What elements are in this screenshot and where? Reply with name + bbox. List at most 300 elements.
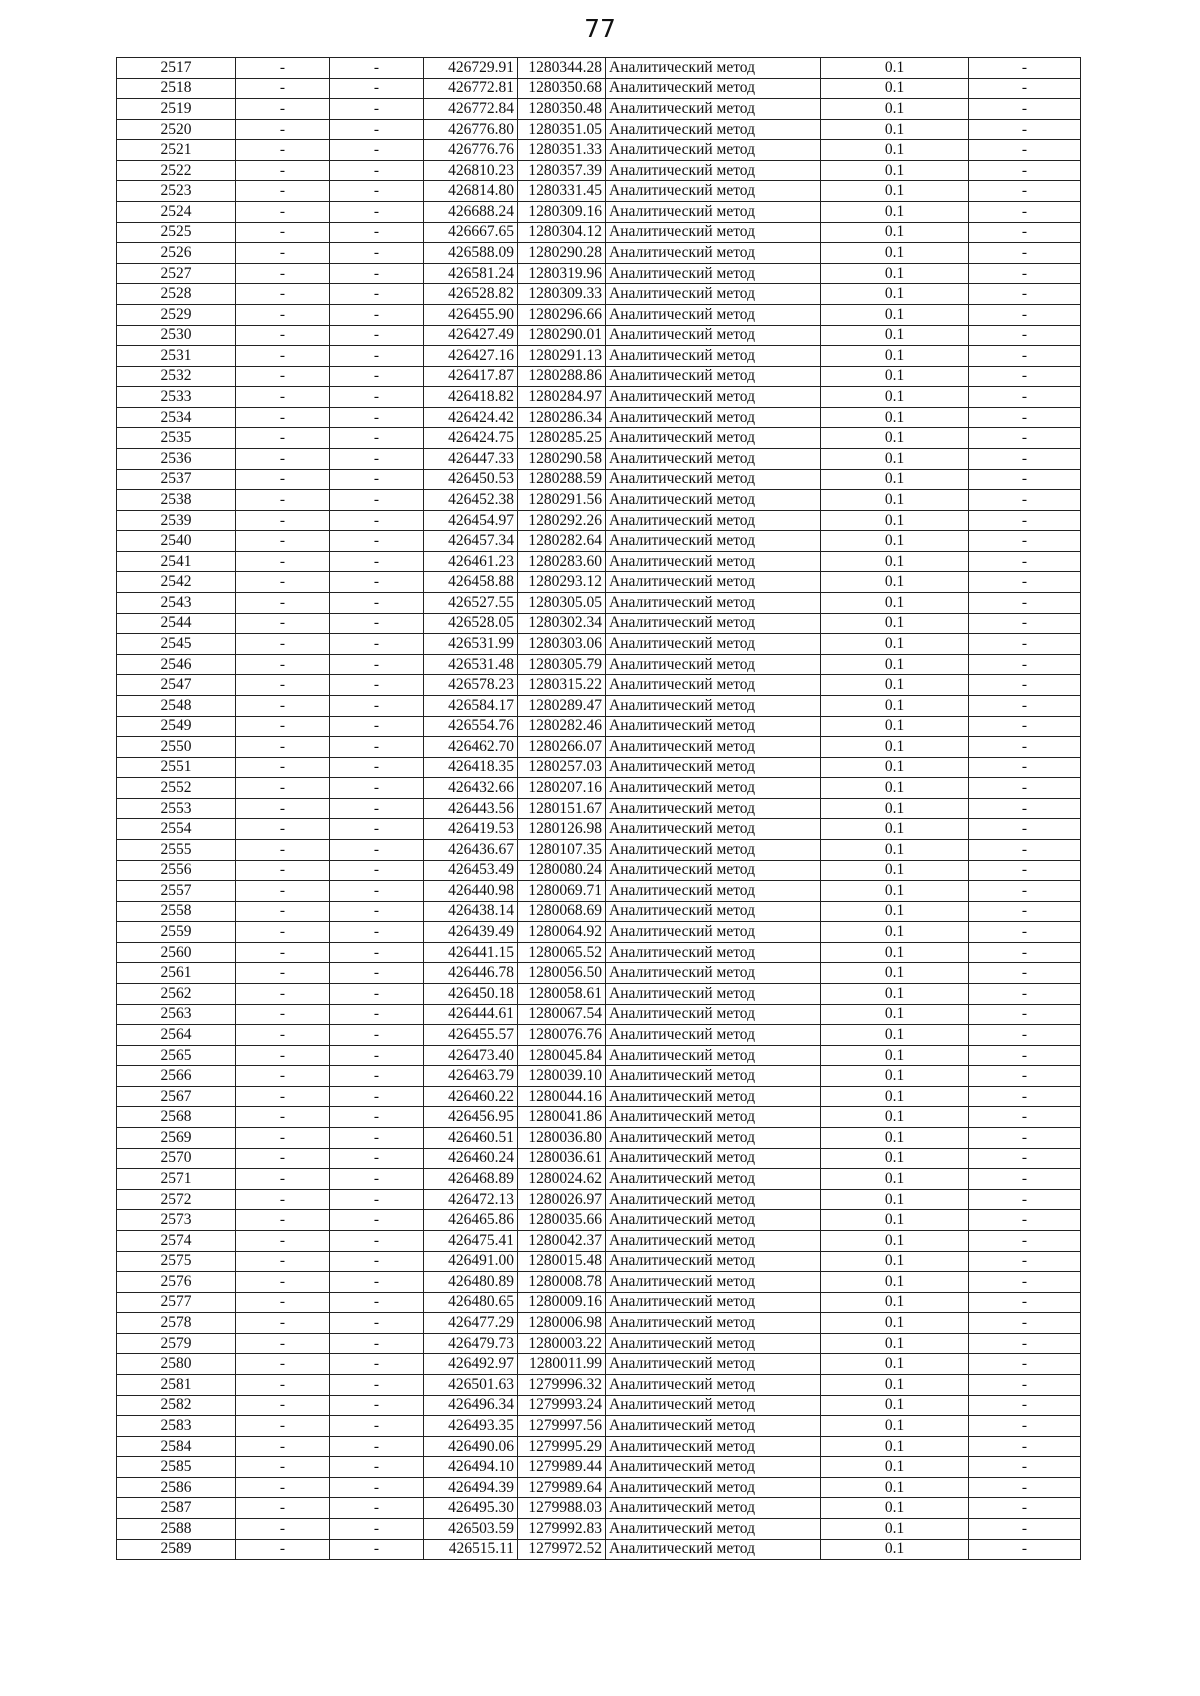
- y-coordinate-cell: 1280302.34: [518, 613, 606, 634]
- table-row: [117, 922, 1081, 943]
- empty-cell: -: [330, 1333, 424, 1354]
- accuracy-cell: 0.1: [821, 1395, 969, 1416]
- y-coordinate-cell: 1280011.99: [518, 1354, 606, 1375]
- x-coordinate-cell: 426472.13: [424, 1189, 518, 1210]
- method-cell: Аналитический метод: [606, 243, 821, 264]
- accuracy-cell: 0.1: [821, 757, 969, 778]
- accuracy-cell: 0.1: [821, 1539, 969, 1560]
- point-number-cell: 2564: [117, 1025, 236, 1046]
- empty-cell: -: [236, 737, 330, 758]
- accuracy-cell: 0.1: [821, 1230, 969, 1251]
- empty-cell: -: [969, 1272, 1081, 1293]
- empty-cell: -: [330, 737, 424, 758]
- empty-cell: -: [330, 1313, 424, 1334]
- x-coordinate-cell: 426776.76: [424, 140, 518, 161]
- empty-cell: -: [330, 99, 424, 120]
- empty-cell: -: [236, 346, 330, 367]
- accuracy-cell: 0.1: [821, 1354, 969, 1375]
- empty-cell: -: [236, 1436, 330, 1457]
- empty-cell: -: [330, 654, 424, 675]
- y-coordinate-cell: 1280282.46: [518, 716, 606, 737]
- empty-cell: -: [969, 942, 1081, 963]
- method-cell: Аналитический метод: [606, 469, 821, 490]
- empty-cell: -: [330, 1375, 424, 1396]
- accuracy-cell: 0.1: [821, 1148, 969, 1169]
- empty-cell: -: [969, 1313, 1081, 1334]
- empty-cell: -: [236, 634, 330, 655]
- empty-cell: -: [236, 1272, 330, 1293]
- method-cell: Аналитический метод: [606, 922, 821, 943]
- empty-cell: -: [330, 181, 424, 202]
- accuracy-cell: 0.1: [821, 428, 969, 449]
- point-number-cell: 2570: [117, 1148, 236, 1169]
- empty-cell: -: [969, 1333, 1081, 1354]
- y-coordinate-cell: 1280036.61: [518, 1148, 606, 1169]
- empty-cell: -: [236, 757, 330, 778]
- point-number-cell: 2563: [117, 1004, 236, 1025]
- method-cell: Аналитический метод: [606, 839, 821, 860]
- table-row: [117, 881, 1081, 902]
- y-coordinate-cell: 1280009.16: [518, 1292, 606, 1313]
- method-cell: Аналитический метод: [606, 119, 821, 140]
- accuracy-cell: 0.1: [821, 1128, 969, 1149]
- empty-cell: -: [236, 572, 330, 593]
- x-coordinate-cell: 426432.66: [424, 778, 518, 799]
- empty-cell: -: [330, 387, 424, 408]
- empty-cell: -: [330, 551, 424, 572]
- point-number-cell: 2581: [117, 1375, 236, 1396]
- accuracy-cell: 0.1: [821, 78, 969, 99]
- y-coordinate-cell: 1280315.22: [518, 675, 606, 696]
- point-number-cell: 2576: [117, 1272, 236, 1293]
- x-coordinate-cell: 426458.88: [424, 572, 518, 593]
- x-coordinate-cell: 426531.99: [424, 634, 518, 655]
- method-cell: Аналитический метод: [606, 654, 821, 675]
- empty-cell: -: [330, 1189, 424, 1210]
- accuracy-cell: 0.1: [821, 922, 969, 943]
- method-cell: Аналитический метод: [606, 346, 821, 367]
- empty-cell: -: [969, 1354, 1081, 1375]
- empty-cell: -: [969, 613, 1081, 634]
- y-coordinate-cell: 1280351.05: [518, 119, 606, 140]
- y-coordinate-cell: 1280008.78: [518, 1272, 606, 1293]
- y-coordinate-cell: 1280068.69: [518, 901, 606, 922]
- y-coordinate-cell: 1280024.62: [518, 1169, 606, 1190]
- empty-cell: -: [969, 1107, 1081, 1128]
- method-cell: Аналитический метод: [606, 1375, 821, 1396]
- x-coordinate-cell: 426455.90: [424, 304, 518, 325]
- accuracy-cell: 0.1: [821, 1457, 969, 1478]
- y-coordinate-cell: 1280303.06: [518, 634, 606, 655]
- method-cell: Аналитический метод: [606, 428, 821, 449]
- y-coordinate-cell: 1280305.79: [518, 654, 606, 675]
- y-coordinate-cell: 1280292.26: [518, 510, 606, 531]
- empty-cell: -: [330, 1230, 424, 1251]
- y-coordinate-cell: 1280064.92: [518, 922, 606, 943]
- x-coordinate-cell: 426814.80: [424, 181, 518, 202]
- point-number-cell: 2520: [117, 119, 236, 140]
- table-row: [117, 1519, 1081, 1540]
- table-row: [117, 325, 1081, 346]
- point-number-cell: 2526: [117, 243, 236, 264]
- empty-cell: -: [236, 490, 330, 511]
- method-cell: Аналитический метод: [606, 984, 821, 1005]
- y-coordinate-cell: 1280304.12: [518, 222, 606, 243]
- method-cell: Аналитический метод: [606, 304, 821, 325]
- accuracy-cell: 0.1: [821, 119, 969, 140]
- point-number-cell: 2523: [117, 181, 236, 202]
- empty-cell: -: [969, 675, 1081, 696]
- empty-cell: -: [969, 1498, 1081, 1519]
- point-number-cell: 2542: [117, 572, 236, 593]
- y-coordinate-cell: 1280285.25: [518, 428, 606, 449]
- empty-cell: -: [969, 1189, 1081, 1210]
- point-number-cell: 2554: [117, 819, 236, 840]
- y-coordinate-cell: 1280207.16: [518, 778, 606, 799]
- x-coordinate-cell: 426494.39: [424, 1477, 518, 1498]
- x-coordinate-cell: 426495.30: [424, 1498, 518, 1519]
- point-number-cell: 2582: [117, 1395, 236, 1416]
- accuracy-cell: 0.1: [821, 99, 969, 120]
- table-row: [117, 1333, 1081, 1354]
- y-coordinate-cell: 1280288.86: [518, 366, 606, 387]
- x-coordinate-cell: 426515.11: [424, 1539, 518, 1560]
- x-coordinate-cell: 426503.59: [424, 1519, 518, 1540]
- accuracy-cell: 0.1: [821, 695, 969, 716]
- empty-cell: -: [969, 984, 1081, 1005]
- empty-cell: -: [969, 551, 1081, 572]
- method-cell: Аналитический метод: [606, 387, 821, 408]
- empty-cell: -: [330, 1169, 424, 1190]
- point-number-cell: 2566: [117, 1066, 236, 1087]
- y-coordinate-cell: 1279989.44: [518, 1457, 606, 1478]
- method-cell: Аналитический метод: [606, 737, 821, 758]
- method-cell: Аналитический метод: [606, 1251, 821, 1272]
- empty-cell: -: [236, 1107, 330, 1128]
- table-row: [117, 613, 1081, 634]
- accuracy-cell: 0.1: [821, 58, 969, 79]
- accuracy-cell: 0.1: [821, 304, 969, 325]
- accuracy-cell: 0.1: [821, 202, 969, 223]
- method-cell: Аналитический метод: [606, 572, 821, 593]
- method-cell: Аналитический метод: [606, 1107, 821, 1128]
- method-cell: Аналитический метод: [606, 1045, 821, 1066]
- empty-cell: -: [330, 78, 424, 99]
- accuracy-cell: 0.1: [821, 325, 969, 346]
- x-coordinate-cell: 426493.35: [424, 1416, 518, 1437]
- empty-cell: -: [330, 984, 424, 1005]
- accuracy-cell: 0.1: [821, 1189, 969, 1210]
- point-number-cell: 2532: [117, 366, 236, 387]
- y-coordinate-cell: 1280290.58: [518, 448, 606, 469]
- x-coordinate-cell: 426475.41: [424, 1230, 518, 1251]
- empty-cell: -: [969, 1519, 1081, 1540]
- empty-cell: -: [969, 1375, 1081, 1396]
- empty-cell: -: [236, 1498, 330, 1519]
- empty-cell: -: [330, 1045, 424, 1066]
- table-row: [117, 58, 1081, 79]
- accuracy-cell: 0.1: [821, 366, 969, 387]
- x-coordinate-cell: 426772.84: [424, 99, 518, 120]
- table-row: [117, 428, 1081, 449]
- x-coordinate-cell: 426427.16: [424, 346, 518, 367]
- y-coordinate-cell: 1280257.03: [518, 757, 606, 778]
- accuracy-cell: 0.1: [821, 243, 969, 264]
- point-number-cell: 2568: [117, 1107, 236, 1128]
- y-coordinate-cell: 1280003.22: [518, 1333, 606, 1354]
- table-row: [117, 1169, 1081, 1190]
- table-row: [117, 1457, 1081, 1478]
- x-coordinate-cell: 426438.14: [424, 901, 518, 922]
- accuracy-cell: 0.1: [821, 1025, 969, 1046]
- method-cell: Аналитический метод: [606, 1416, 821, 1437]
- point-number-cell: 2574: [117, 1230, 236, 1251]
- empty-cell: -: [969, 387, 1081, 408]
- point-number-cell: 2585: [117, 1457, 236, 1478]
- accuracy-cell: 0.1: [821, 1066, 969, 1087]
- accuracy-cell: 0.1: [821, 1169, 969, 1190]
- empty-cell: -: [969, 119, 1081, 140]
- empty-cell: -: [236, 1025, 330, 1046]
- empty-cell: -: [236, 654, 330, 675]
- table-row: [117, 490, 1081, 511]
- y-coordinate-cell: 1280282.64: [518, 531, 606, 552]
- method-cell: Аналитический метод: [606, 284, 821, 305]
- method-cell: Аналитический метод: [606, 78, 821, 99]
- accuracy-cell: 0.1: [821, 1477, 969, 1498]
- point-number-cell: 2534: [117, 407, 236, 428]
- method-cell: Аналитический метод: [606, 778, 821, 799]
- empty-cell: -: [969, 778, 1081, 799]
- empty-cell: -: [969, 1395, 1081, 1416]
- y-coordinate-cell: 1279995.29: [518, 1436, 606, 1457]
- x-coordinate-cell: 426461.23: [424, 551, 518, 572]
- accuracy-cell: 0.1: [821, 1272, 969, 1293]
- point-number-cell: 2588: [117, 1519, 236, 1540]
- table-row: [117, 448, 1081, 469]
- empty-cell: -: [236, 222, 330, 243]
- table-row: [117, 531, 1081, 552]
- empty-cell: -: [236, 675, 330, 696]
- empty-cell: -: [969, 839, 1081, 860]
- point-number-cell: 2545: [117, 634, 236, 655]
- table-row: [117, 1292, 1081, 1313]
- x-coordinate-cell: 426439.49: [424, 922, 518, 943]
- empty-cell: -: [236, 284, 330, 305]
- empty-cell: -: [969, 222, 1081, 243]
- accuracy-cell: 0.1: [821, 798, 969, 819]
- empty-cell: -: [236, 1313, 330, 1334]
- empty-cell: -: [330, 695, 424, 716]
- empty-cell: -: [236, 58, 330, 79]
- empty-cell: -: [236, 984, 330, 1005]
- x-coordinate-cell: 426419.53: [424, 819, 518, 840]
- method-cell: Аналитический метод: [606, 757, 821, 778]
- method-cell: Аналитический метод: [606, 448, 821, 469]
- y-coordinate-cell: 1280284.97: [518, 387, 606, 408]
- y-coordinate-cell: 1280069.71: [518, 881, 606, 902]
- table-row: [117, 1251, 1081, 1272]
- empty-cell: -: [330, 1498, 424, 1519]
- point-number-cell: 2569: [117, 1128, 236, 1149]
- y-coordinate-cell: 1280289.47: [518, 695, 606, 716]
- empty-cell: -: [236, 819, 330, 840]
- empty-cell: -: [969, 798, 1081, 819]
- method-cell: Аналитический метод: [606, 860, 821, 881]
- accuracy-cell: 0.1: [821, 737, 969, 758]
- point-number-cell: 2558: [117, 901, 236, 922]
- point-number-cell: 2546: [117, 654, 236, 675]
- x-coordinate-cell: 426450.53: [424, 469, 518, 490]
- x-coordinate-cell: 426468.89: [424, 1169, 518, 1190]
- x-coordinate-cell: 426418.35: [424, 757, 518, 778]
- y-coordinate-cell: 1280107.35: [518, 839, 606, 860]
- y-coordinate-cell: 1280015.48: [518, 1251, 606, 1272]
- point-number-cell: 2584: [117, 1436, 236, 1457]
- table-row: [117, 798, 1081, 819]
- empty-cell: -: [330, 1066, 424, 1087]
- page-number: 77: [584, 14, 616, 43]
- empty-cell: -: [330, 819, 424, 840]
- point-number-cell: 2537: [117, 469, 236, 490]
- x-coordinate-cell: 426688.24: [424, 202, 518, 223]
- point-number-cell: 2549: [117, 716, 236, 737]
- empty-cell: -: [330, 160, 424, 181]
- y-coordinate-cell: 1280044.16: [518, 1086, 606, 1107]
- y-coordinate-cell: 1279997.56: [518, 1416, 606, 1437]
- table-row: [117, 1436, 1081, 1457]
- point-number-cell: 2539: [117, 510, 236, 531]
- y-coordinate-cell: 1279989.64: [518, 1477, 606, 1498]
- table-row: [117, 1416, 1081, 1437]
- y-coordinate-cell: 1280309.16: [518, 202, 606, 223]
- point-number-cell: 2583: [117, 1416, 236, 1437]
- point-number-cell: 2541: [117, 551, 236, 572]
- x-coordinate-cell: 426450.18: [424, 984, 518, 1005]
- empty-cell: -: [236, 1375, 330, 1396]
- accuracy-cell: 0.1: [821, 1004, 969, 1025]
- x-coordinate-cell: 426424.42: [424, 407, 518, 428]
- empty-cell: -: [330, 1004, 424, 1025]
- empty-cell: -: [969, 304, 1081, 325]
- table-row: [117, 984, 1081, 1005]
- empty-cell: -: [236, 901, 330, 922]
- empty-cell: -: [969, 1251, 1081, 1272]
- y-coordinate-cell: 1279972.52: [518, 1539, 606, 1560]
- empty-cell: -: [330, 366, 424, 387]
- empty-cell: -: [236, 140, 330, 161]
- point-number-cell: 2589: [117, 1539, 236, 1560]
- table-row: [117, 654, 1081, 675]
- table-row: [117, 346, 1081, 367]
- empty-cell: -: [969, 140, 1081, 161]
- accuracy-cell: 0.1: [821, 510, 969, 531]
- empty-cell: -: [236, 202, 330, 223]
- empty-cell: -: [969, 572, 1081, 593]
- empty-cell: -: [969, 1045, 1081, 1066]
- accuracy-cell: 0.1: [821, 387, 969, 408]
- empty-cell: -: [330, 119, 424, 140]
- accuracy-cell: 0.1: [821, 1313, 969, 1334]
- method-cell: Аналитический метод: [606, 1395, 821, 1416]
- method-cell: Аналитический метод: [606, 1066, 821, 1087]
- x-coordinate-cell: 426427.49: [424, 325, 518, 346]
- empty-cell: -: [330, 942, 424, 963]
- empty-cell: -: [969, 1128, 1081, 1149]
- table-row: [117, 1272, 1081, 1293]
- empty-cell: -: [236, 695, 330, 716]
- empty-cell: -: [969, 99, 1081, 120]
- point-number-cell: 2575: [117, 1251, 236, 1272]
- y-coordinate-cell: 1280350.68: [518, 78, 606, 99]
- empty-cell: -: [330, 140, 424, 161]
- empty-cell: -: [330, 263, 424, 284]
- point-number-cell: 2535: [117, 428, 236, 449]
- empty-cell: -: [969, 1292, 1081, 1313]
- method-cell: Аналитический метод: [606, 1519, 821, 1540]
- empty-cell: -: [236, 1189, 330, 1210]
- accuracy-cell: 0.1: [821, 551, 969, 572]
- method-cell: Аналитический метод: [606, 1477, 821, 1498]
- method-cell: Аналитический метод: [606, 798, 821, 819]
- empty-cell: -: [330, 839, 424, 860]
- empty-cell: -: [969, 263, 1081, 284]
- x-coordinate-cell: 426490.06: [424, 1436, 518, 1457]
- x-coordinate-cell: 426446.78: [424, 963, 518, 984]
- table-row: [117, 1477, 1081, 1498]
- method-cell: Аналитический метод: [606, 140, 821, 161]
- empty-cell: -: [330, 1416, 424, 1437]
- method-cell: Аналитический метод: [606, 1457, 821, 1478]
- y-coordinate-cell: 1280080.24: [518, 860, 606, 881]
- accuracy-cell: 0.1: [821, 593, 969, 614]
- x-coordinate-cell: 426480.65: [424, 1292, 518, 1313]
- x-coordinate-cell: 426584.17: [424, 695, 518, 716]
- x-coordinate-cell: 426494.10: [424, 1457, 518, 1478]
- table-row: [117, 1045, 1081, 1066]
- y-coordinate-cell: 1280035.66: [518, 1210, 606, 1231]
- point-number-cell: 2550: [117, 737, 236, 758]
- empty-cell: -: [969, 243, 1081, 264]
- x-coordinate-cell: 426441.15: [424, 942, 518, 963]
- empty-cell: -: [236, 1004, 330, 1025]
- empty-cell: -: [330, 881, 424, 902]
- empty-cell: -: [330, 1148, 424, 1169]
- x-coordinate-cell: 426440.98: [424, 881, 518, 902]
- accuracy-cell: 0.1: [821, 140, 969, 161]
- point-number-cell: 2517: [117, 58, 236, 79]
- method-cell: Аналитический метод: [606, 963, 821, 984]
- point-number-cell: 2538: [117, 490, 236, 511]
- empty-cell: -: [969, 428, 1081, 449]
- x-coordinate-cell: 426418.82: [424, 387, 518, 408]
- table-row: [117, 160, 1081, 181]
- empty-cell: -: [236, 860, 330, 881]
- table-row: [117, 1539, 1081, 1560]
- table-row: [117, 1128, 1081, 1149]
- x-coordinate-cell: 426436.67: [424, 839, 518, 860]
- accuracy-cell: 0.1: [821, 1436, 969, 1457]
- empty-cell: -: [236, 1457, 330, 1478]
- x-coordinate-cell: 426578.23: [424, 675, 518, 696]
- accuracy-cell: 0.1: [821, 284, 969, 305]
- x-coordinate-cell: 426456.95: [424, 1107, 518, 1128]
- method-cell: Аналитический метод: [606, 1272, 821, 1293]
- table-row: [117, 243, 1081, 264]
- empty-cell: -: [969, 1230, 1081, 1251]
- method-cell: Аналитический метод: [606, 531, 821, 552]
- empty-cell: -: [236, 469, 330, 490]
